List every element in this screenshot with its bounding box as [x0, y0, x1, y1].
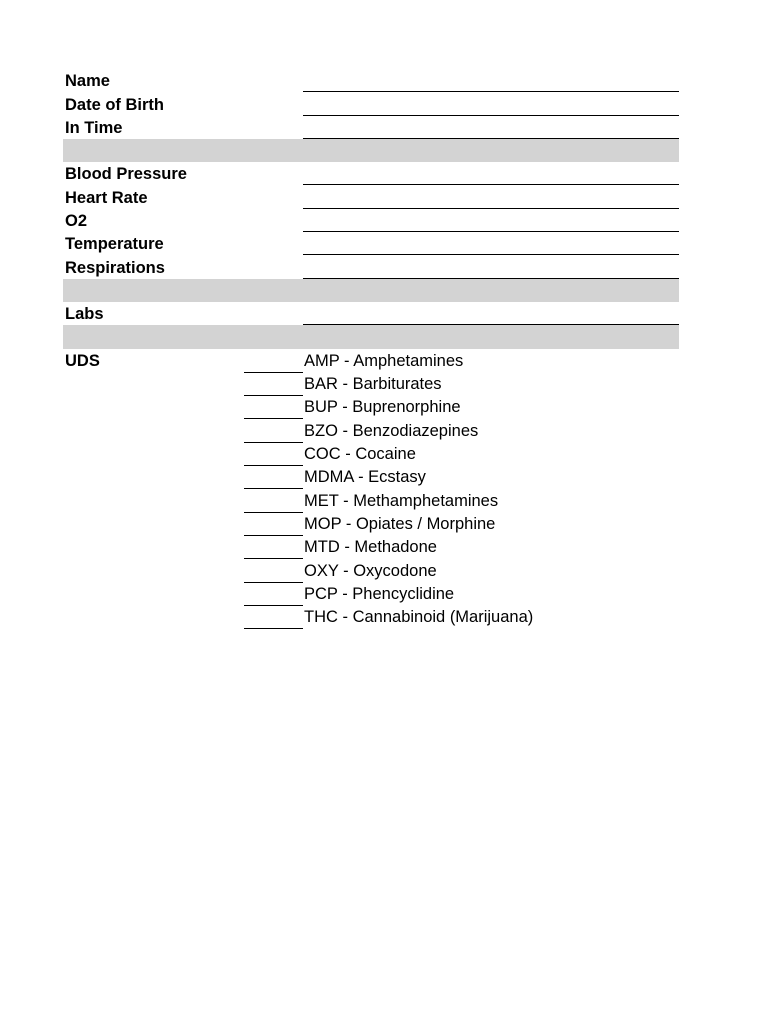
uds-test-label: COC - Cocaine [304, 445, 416, 464]
uds-test-label: MTD - Methadone [304, 538, 437, 557]
o2-label: O2 [65, 212, 88, 231]
blood-pressure-row [63, 162, 679, 185]
uds-test-label: MDMA - Ecstasy [304, 468, 426, 487]
uds-test-label: MET - Methamphetamines [304, 491, 499, 510]
uds-row [63, 605, 679, 628]
uds-label: UDS [65, 351, 100, 370]
uds-test-label: AMP - Amphetamines [304, 351, 464, 370]
o2-row [63, 209, 679, 232]
uds-test-label: OXY - Oxycodone [304, 561, 437, 580]
uds-test-label: THC - Cannabinoid (Marijuana) [304, 608, 534, 627]
respirations-row [63, 255, 679, 278]
uds-row [63, 512, 679, 535]
labs-label: Labs [65, 305, 104, 324]
uds-test-label: BUP - Buprenorphine [304, 398, 461, 417]
section-divider [63, 325, 679, 348]
section-divider [63, 279, 679, 302]
uds-row [63, 465, 679, 488]
uds-test-label: PCP - Phencyclidine [304, 584, 455, 603]
blood-pressure-label: Blood Pressure [65, 165, 187, 184]
dob-row [63, 92, 679, 115]
labs-row [63, 302, 679, 325]
uds-row [63, 535, 679, 558]
name-row [63, 69, 679, 92]
section-divider [63, 139, 679, 162]
uds-test-label: BZO - Benzodiazepines [304, 421, 479, 440]
uds-row [63, 558, 679, 581]
labs-field[interactable] [303, 324, 679, 325]
temperature-row [63, 232, 679, 255]
name-label: Name [65, 72, 110, 91]
uds-test-label: MOP - Opiates / Morphine [304, 514, 496, 533]
uds-result-field[interactable] [244, 628, 303, 629]
uds-row [63, 349, 679, 372]
in-time-row [63, 116, 679, 139]
heart-rate-label: Heart Rate [65, 188, 148, 207]
heart-rate-row [63, 185, 679, 208]
uds-row [63, 395, 679, 418]
in-time-label: In Time [65, 118, 123, 137]
dob-label: Date of Birth [65, 95, 164, 114]
uds-row [63, 372, 679, 395]
respirations-label: Respirations [65, 258, 165, 277]
uds-row [63, 442, 679, 465]
in-time-field[interactable] [303, 138, 679, 139]
uds-row [63, 582, 679, 605]
uds-row [63, 418, 679, 441]
uds-test-label: BAR - Barbiturates [304, 375, 442, 394]
intake-form [63, 69, 679, 628]
uds-row [63, 488, 679, 511]
temperature-label: Temperature [65, 235, 164, 254]
respirations-field[interactable] [303, 278, 679, 279]
